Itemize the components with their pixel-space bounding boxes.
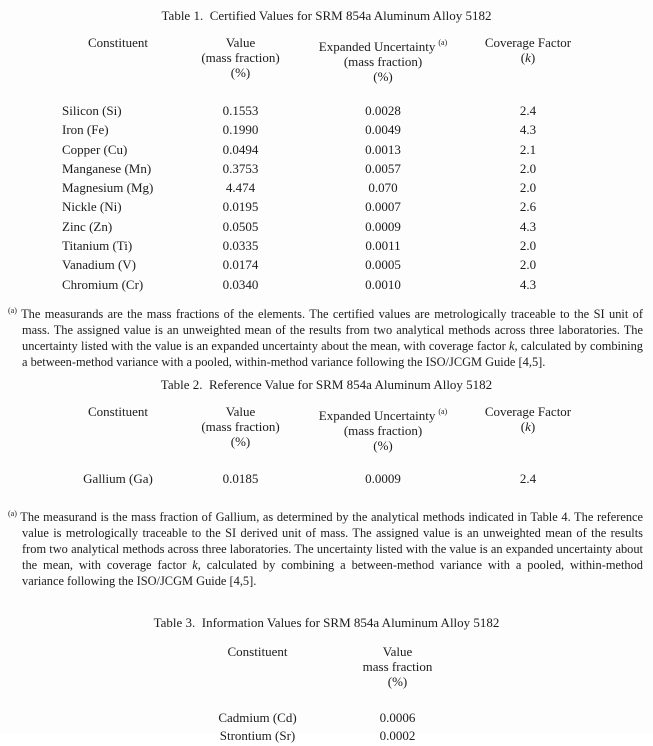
constituent-cell: Strontium (Sr) <box>219 728 296 744</box>
value-cell: 0.0335 <box>222 238 259 254</box>
paren-close: ) <box>530 50 536 65</box>
table1-header-coverage <box>459 35 597 84</box>
paren-open: ( <box>520 418 526 434</box>
table2-body <box>0 469 653 488</box>
table1-header-value-line1: Value <box>225 35 256 50</box>
table2-header-coverage <box>459 404 597 453</box>
coverage-cell: 2.0 <box>519 238 537 254</box>
value-cell: 0.1553 <box>222 103 259 118</box>
coverage-k-symbol: k <box>525 418 531 434</box>
table2-header-uncertainty-line3: (%) <box>373 437 393 453</box>
constituent-cell: Cadmium (Cd) <box>218 709 297 725</box>
coverage-cell: 2.4 <box>519 470 537 486</box>
table2-header-value-line3: (%) <box>230 433 251 449</box>
coverage-cell: 2.0 <box>519 160 537 176</box>
coverage-cell: 2.6 <box>519 199 537 215</box>
value-cell: 0.0185 <box>222 470 259 486</box>
coverage-k-symbol: k <box>192 557 198 572</box>
coverage-cell: 2.0 <box>519 257 537 273</box>
uncertainty-cell: 0.0005 <box>365 257 401 273</box>
uncertainty-cell: 0.0011 <box>365 238 401 254</box>
uncertainty-cell: 0.070 <box>368 180 398 196</box>
table2-header-row <box>0 404 653 453</box>
table3-header-row <box>0 644 653 689</box>
table3-body <box>0 709 653 746</box>
coverage-cell: 2.1 <box>519 141 537 157</box>
table2-footnote-marker-ref: (a) <box>438 406 448 416</box>
uncertainty-cell: 0.0009 <box>365 218 401 234</box>
table2-header-uncertainty-line2: (mass fraction) <box>343 422 423 438</box>
table1-header-coverage-line1: Coverage Factor <box>484 35 572 50</box>
table2-header-coverage-line2 <box>459 419 597 434</box>
coverage-cell: 2.4 <box>519 103 537 118</box>
table1-header-uncertainty-label: Expanded Uncertainty <box>318 39 436 54</box>
uncertainty-cell: 0.0049 <box>365 122 401 138</box>
table1-header-value-line2: (mass fraction) <box>201 50 280 65</box>
uncertainty-cell: 0.0028 <box>365 103 401 118</box>
table3-title: Table 3. Information Values for SRM 854a Aluminum Alloy 5182 <box>153 614 500 630</box>
table2-header-constituent: Constituent <box>88 403 148 419</box>
uncertainty-cell: 0.0010 <box>365 276 401 292</box>
value-cell: 0.0505 <box>222 218 259 234</box>
constituent-cell: Chromium (Cr) <box>62 276 144 292</box>
table1-header-uncertainty <box>307 35 459 84</box>
uncertainty-cell: 0.0009 <box>365 470 401 486</box>
table2-header-value <box>174 404 307 453</box>
table1-header-uncertainty-line1 <box>307 35 459 54</box>
constituent-cell: Magnesium (Mg) <box>62 180 154 196</box>
constituent-cell: Manganese (Mn) <box>62 160 152 176</box>
coverage-k-symbol: k <box>525 50 531 65</box>
table2-title: Table 2. Reference Value for SRM 854a Aluminum Alloy 5182 <box>160 376 493 392</box>
table3-header-value <box>335 644 460 689</box>
table2-header-uncertainty <box>307 404 459 453</box>
value-cell: 0.0340 <box>222 276 259 292</box>
coverage-cell: 2.0 <box>519 180 537 196</box>
value-cell: 0.0002 <box>379 728 416 744</box>
coverage-cell: 4.3 <box>519 276 537 292</box>
footnote-text: The measurand is the mass fraction of Gallium, as determined by the analytical methods indicated in Table 4. The reference value is metrologically traceable to the SI derived unit of mass. The assigned value is an unweighted mean of the results from two analytical methods across three laboratories. The uncertainty listed with the value is an expanded uncertainty about the mean, with coverage factor <box>20 509 644 572</box>
value-cell: 0.3753 <box>222 160 259 176</box>
value-cell: 0.1990 <box>222 122 259 138</box>
footnote-text: The measurands are the mass fractions of the elements. The certified values are metrologically traceable to the SI unit of mass. The assigned value is an unweighted mean of the results from two analytical methods across three laboratories. The uncertainty listed with the value is an expanded uncertainty about the mean, with coverage factor <box>21 306 643 353</box>
value-cell: 0.0195 <box>222 199 259 215</box>
table1-header-coverage-line2 <box>459 50 597 65</box>
table2-header-uncertainty-label: Expanded Uncertainty <box>318 407 436 423</box>
table1-header-constituent: Constituent <box>88 35 148 50</box>
table2-header-value-line1: Value <box>225 403 256 419</box>
table1-footnote <box>0 303 653 370</box>
table1-header-value-line3: (%) <box>230 65 251 80</box>
table3-header-constituent: Constituent <box>227 643 288 659</box>
constituent-cell: Vanadium (V) <box>62 257 137 273</box>
footnote-text: , calculated by combining a between-method variance with a pooled, within-method variance following the ISO/JCGM Guide [4,5]. <box>22 557 643 588</box>
value-cell: 0.0174 <box>222 257 259 273</box>
table1-footnote-marker-ref: (a) <box>438 38 448 47</box>
constituent-cell: Nickle (Ni) <box>62 199 122 215</box>
table3-header-value-line1: Value <box>382 643 413 659</box>
value-cell: 4.474 <box>225 180 256 196</box>
table2-footnote <box>0 506 653 589</box>
uncertainty-cell: 0.0007 <box>365 199 401 215</box>
table1-header-uncertainty-line2: (mass fraction) <box>343 54 423 69</box>
footnote-text: , calculated by combining a between-method variance with a pooled, within-method variance following the ISO/JCGM Guide [4,5]. <box>22 338 644 369</box>
table1-header-value <box>174 35 307 84</box>
table3-header-value-line2: mass fraction <box>362 658 433 674</box>
value-cell: 0.0006 <box>379 709 416 725</box>
value-cell: 0.0494 <box>222 141 259 157</box>
uncertainty-cell: 0.0057 <box>365 160 401 176</box>
paren-open: ( <box>520 50 526 65</box>
constituent-cell: Iron (Fe) <box>62 122 109 138</box>
table3-header-value-line3: (%) <box>387 673 408 689</box>
paren-close: ) <box>530 418 536 434</box>
table2-header-value-line2: (mass fraction) <box>201 418 280 434</box>
coverage-cell: 4.3 <box>519 122 537 138</box>
constituent-cell: Titanium (Ti) <box>62 238 133 254</box>
constituent-cell: Silicon (Si) <box>62 103 122 118</box>
table1-title: Table 1. Certified Values for SRM 854a Aluminum Alloy 5182 <box>161 8 492 23</box>
table1-body <box>0 101 653 294</box>
table2-header-coverage-line1: Coverage Factor <box>484 403 572 419</box>
table1-header-uncertainty-line3: (%) <box>373 69 393 84</box>
constituent-cell: Gallium (Ga) <box>83 470 153 486</box>
table1-header-row <box>0 35 653 84</box>
footnote-marker: (a) <box>8 508 17 518</box>
constituent-cell: Copper (Cu) <box>62 141 128 157</box>
footnote-marker: (a) <box>8 305 17 315</box>
uncertainty-cell: 0.0013 <box>365 141 401 157</box>
table2-header-uncertainty-line1 <box>307 404 459 423</box>
coverage-k-symbol: k <box>509 338 515 353</box>
coverage-cell: 4.3 <box>519 218 537 234</box>
constituent-cell: Zinc (Zn) <box>62 218 113 234</box>
